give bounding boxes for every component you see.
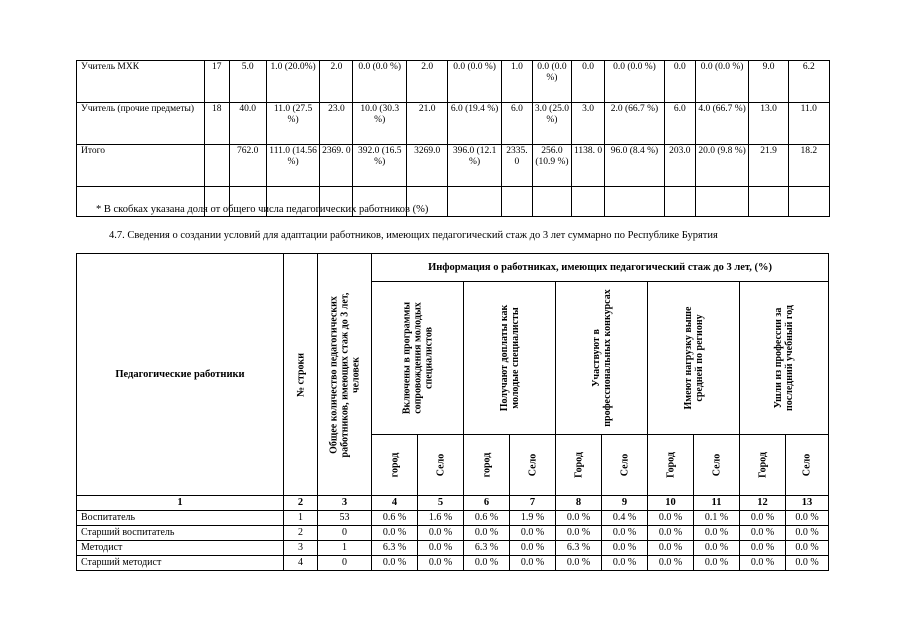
table-cell: 6.2 — [788, 61, 829, 103]
table-cell: 0.0 % — [740, 556, 786, 571]
column-number: 5 — [418, 496, 464, 511]
table-cell: 11.0 — [788, 103, 829, 145]
column-number: 12 — [740, 496, 786, 511]
table-cell: 0.0 % — [418, 526, 464, 541]
table-cell: 0.0 % — [602, 556, 648, 571]
group-header: Участвуют в профессиональных конкурсах — [556, 282, 648, 435]
row-label: Воспитатель — [77, 511, 284, 526]
table-cell: 0.0 % — [510, 556, 556, 571]
table-cell: 0.0 % — [510, 526, 556, 541]
group-header: Ушли из профессии за последний учебный год — [740, 282, 829, 435]
row-label: Учитель (прочие предметы) — [77, 103, 205, 145]
table-cell: 0.0 % — [694, 556, 740, 571]
table-cell: 0.0 % — [464, 526, 510, 541]
table-cell: 0.0 % — [786, 541, 829, 556]
table-cell: 21.0 — [407, 103, 448, 145]
table-row — [77, 103, 830, 145]
table-cell: 2369. 0 — [320, 145, 353, 187]
table-cell: 9.0 — [749, 61, 788, 103]
table-cell: 20.0 (9.8 %) — [695, 145, 749, 187]
column-number: 10 — [648, 496, 694, 511]
table-cell: 2.0 — [320, 61, 353, 103]
table-cell: 2.0 (66.7 %) — [605, 103, 665, 145]
column-number: 4 — [372, 496, 418, 511]
table-cell: 0.0 (0.0 %) — [605, 61, 665, 103]
column-number: 3 — [318, 496, 372, 511]
column-number: 9 — [602, 496, 648, 511]
table-cell: 1 — [318, 541, 372, 556]
table-cell: 0.4 % — [602, 511, 648, 526]
table-cell: 21.9 — [749, 145, 788, 187]
table-cell: 0.0 % — [372, 526, 418, 541]
table-cell: 0.0 % — [418, 556, 464, 571]
column-number: 1 — [77, 496, 284, 511]
column-number: 8 — [556, 496, 602, 511]
table-cell: 0.0 % — [740, 526, 786, 541]
table-cell: 11.0 (27.5 %) — [266, 103, 320, 145]
section-title: 4.7. Сведения о создании условий для адаптации работников, имеющих педагогический стаж до 3 лет суммарно по Республике Бурятия — [109, 230, 718, 241]
subheader-location: Село — [418, 435, 464, 496]
row-label: Учитель МХК — [77, 61, 205, 103]
header-total-count: Общее количество педагогических работников, имеющих стаж до 3 лет, человек — [318, 254, 372, 496]
table-cell: 3 — [284, 541, 318, 556]
table-cell: 0.0 % — [648, 541, 694, 556]
table-cell: 396.0 (12.1 %) — [448, 145, 502, 187]
table-cell: 0.0 % — [602, 541, 648, 556]
table-cell: 0.0 (0.0 %) — [448, 61, 502, 103]
table-cell: 6.0 — [664, 103, 695, 145]
table-cell: 18 — [204, 103, 229, 145]
table-cell: 0 — [318, 556, 372, 571]
table-cell: 762.0 — [229, 145, 266, 187]
staff-summary-table — [76, 60, 830, 217]
table-cell: 0.0 (0.0 %) — [532, 61, 571, 103]
table-cell: 392.0 (16.5 %) — [353, 145, 407, 187]
table-row — [77, 541, 829, 556]
table-cell: 0.0 % — [740, 511, 786, 526]
table-cell: 96.0 (8.4 %) — [605, 145, 665, 187]
table-cell: 0.0 % — [372, 556, 418, 571]
table-cell: 6.0 (19.4 %) — [448, 103, 502, 145]
table-cell: 40.0 — [229, 103, 266, 145]
table-cell: 53 — [318, 511, 372, 526]
table-cell: 0.0 % — [786, 526, 829, 541]
table-cell: 13.0 — [749, 103, 788, 145]
table-cell: 3.0 (25.0 %) — [532, 103, 571, 145]
table-cell: 4.0 (66.7 %) — [695, 103, 749, 145]
row-label: Старший воспитатель — [77, 526, 284, 541]
subheader-location: Село — [694, 435, 740, 496]
table-cell: 0.0 % — [648, 511, 694, 526]
subheader-location: Город — [556, 435, 602, 496]
table-cell: 0.0 % — [648, 526, 694, 541]
header-info: Информация о работниках, имеющих педагогический стаж до 3 лет, (%) — [372, 254, 829, 282]
subheader-location: Город — [648, 435, 694, 496]
table-cell: 0.0 % — [694, 526, 740, 541]
table-cell: 0.0 % — [556, 511, 602, 526]
table-cell: 0.0 % — [418, 541, 464, 556]
table-cell: 6.3 % — [556, 541, 602, 556]
subheader-location: Село — [786, 435, 829, 496]
table-cell: 0.0 % — [464, 556, 510, 571]
table-row — [77, 511, 829, 526]
table-cell: 18.2 — [788, 145, 829, 187]
table-row — [77, 145, 830, 187]
table-cell: 1.0 (20.0%) — [266, 61, 320, 103]
adaptation-conditions-table — [76, 253, 829, 571]
subheader-location: Село — [602, 435, 648, 496]
table-cell: 1.9 % — [510, 511, 556, 526]
table-cell: 2 — [284, 526, 318, 541]
subheader-location: Город — [740, 435, 786, 496]
footnote: * В скобках указана доля от общего числа педагогических работников (%) — [96, 204, 429, 215]
column-number: 11 — [694, 496, 740, 511]
subheader-location: город — [372, 435, 418, 496]
table-cell: 0.0 % — [786, 511, 829, 526]
table-cell: 0.0 % — [786, 556, 829, 571]
table-cell: 111.0 (14.56 %) — [266, 145, 320, 187]
table-cell: 0 — [318, 526, 372, 541]
table-cell: 1 — [284, 511, 318, 526]
table-cell: 0.6 % — [464, 511, 510, 526]
table-cell: 1.6 % — [418, 511, 464, 526]
table-cell: 1.0 — [501, 61, 532, 103]
table-cell: 0.0 (0.0 %) — [695, 61, 749, 103]
header-row-number: № строки — [284, 254, 318, 496]
table-cell: 0.0 % — [510, 541, 556, 556]
table-cell: 2.0 — [407, 61, 448, 103]
table-cell: 2335. 0 — [501, 145, 532, 187]
table-row — [77, 526, 829, 541]
row-label: Методист — [77, 541, 284, 556]
group-header: Получают доплаты как молодые специалисты — [464, 282, 556, 435]
table-cell: 5.0 — [229, 61, 266, 103]
table-cell: 0.0 (0.0 %) — [353, 61, 407, 103]
group-header: Включены в программы сопровождения молодых специалистов — [372, 282, 464, 435]
subheader-location: Село — [510, 435, 556, 496]
table-cell: 0.0 — [572, 61, 605, 103]
table-cell: 203.0 — [664, 145, 695, 187]
table-cell — [204, 145, 229, 187]
table-cell: 0.0 % — [602, 526, 648, 541]
table-cell: 6.3 % — [372, 541, 418, 556]
table-cell: 1138. 0 — [572, 145, 605, 187]
column-number: 13 — [786, 496, 829, 511]
table-cell: 0.0 % — [556, 526, 602, 541]
column-number: 7 — [510, 496, 556, 511]
table-cell: 0.0 % — [648, 556, 694, 571]
table-cell: 23.0 — [320, 103, 353, 145]
table-cell: 3.0 — [572, 103, 605, 145]
table-cell: 0.0 % — [740, 541, 786, 556]
table-cell: 3269.0 — [407, 145, 448, 187]
header-workers: Педагогические работники — [77, 254, 284, 496]
table-cell: 0.1 % — [694, 511, 740, 526]
table-row — [77, 556, 829, 571]
table-cell: 0.0 — [664, 61, 695, 103]
table-cell: 0.0 % — [556, 556, 602, 571]
row-label: Старший методист — [77, 556, 284, 571]
table-cell: 6.0 — [501, 103, 532, 145]
table-cell: 6.3 % — [464, 541, 510, 556]
table-cell: 0.6 % — [372, 511, 418, 526]
row-label: Итого — [77, 145, 205, 187]
column-number: 6 — [464, 496, 510, 511]
table-cell: 4 — [284, 556, 318, 571]
table-cell: 0.0 % — [694, 541, 740, 556]
column-number: 2 — [284, 496, 318, 511]
subheader-location: город — [464, 435, 510, 496]
table-cell: 17 — [204, 61, 229, 103]
group-header: Имеют нагрузку выше средней по региону — [648, 282, 740, 435]
table-cell: 256.0 (10.9 %) — [532, 145, 571, 187]
table-row — [77, 61, 830, 103]
table-cell: 10.0 (30.3 %) — [353, 103, 407, 145]
